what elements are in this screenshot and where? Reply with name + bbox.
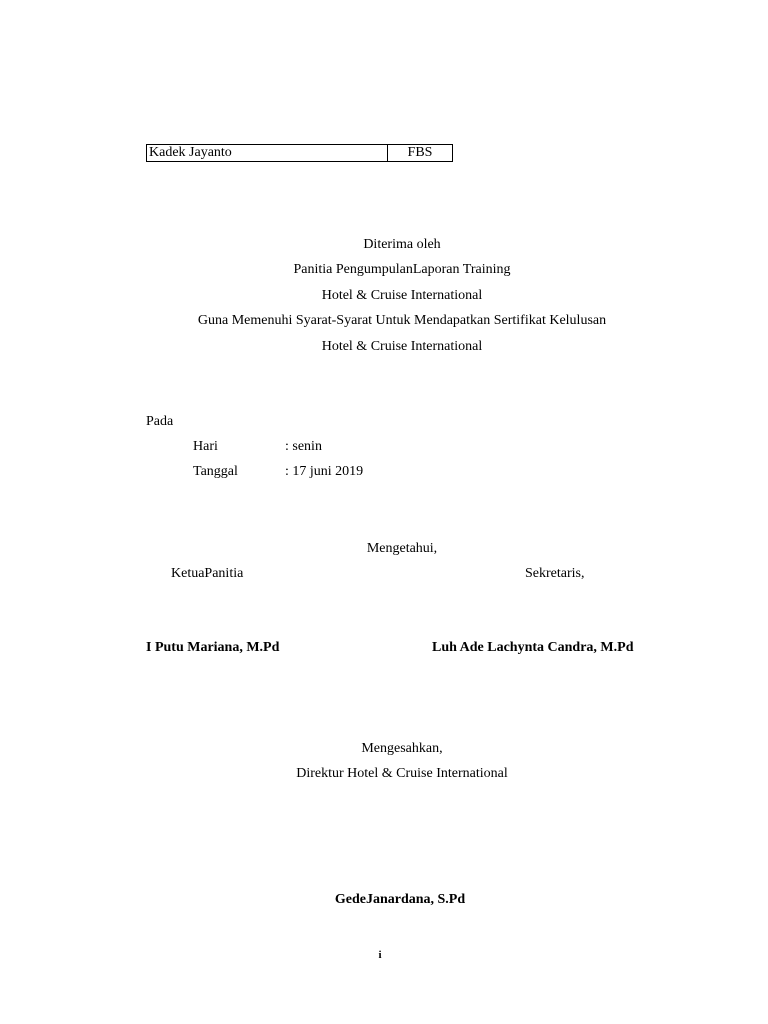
- received-organization-2: Hotel & Cruise International: [321, 339, 483, 354]
- received-committee: Panitia PengumpulanLaporan Training: [293, 262, 511, 277]
- student-department-cell: FBS: [388, 145, 453, 162]
- director-name: GedeJanardana, S.Pd: [334, 892, 466, 907]
- director-role: Direktur Hotel & Cruise International: [296, 766, 508, 781]
- received-heading: Diterima oleh: [363, 237, 441, 252]
- approval-heading: Mengesahkan,: [361, 741, 443, 756]
- page-number: i: [378, 949, 382, 961]
- day-label: Hari: [193, 439, 218, 454]
- date-value: : 17 juni 2019: [285, 464, 364, 479]
- day-value: : senin: [285, 439, 322, 454]
- chairman-name: I Putu Mariana, M.Pd: [146, 640, 280, 655]
- received-organization: Hotel & Cruise International: [321, 288, 483, 303]
- date-label: Tanggal: [193, 464, 238, 479]
- student-info-table: [146, 144, 453, 162]
- secretary-name: Luh Ade Lachynta Candra, M.Pd: [432, 640, 634, 655]
- received-purpose: Guna Memenuhi Syarat-Syarat Untuk Mendapatkan Sertifikat Kelulusan: [197, 313, 607, 328]
- acknowledge-heading: Mengetahui,: [366, 541, 438, 556]
- pada-label: Pada: [146, 414, 174, 429]
- table-row: [147, 145, 453, 162]
- student-name-cell: Kadek Jayanto: [147, 145, 388, 162]
- secretary-role: Sekretaris,: [525, 566, 585, 581]
- chairman-role: KetuaPanitia: [171, 566, 244, 581]
